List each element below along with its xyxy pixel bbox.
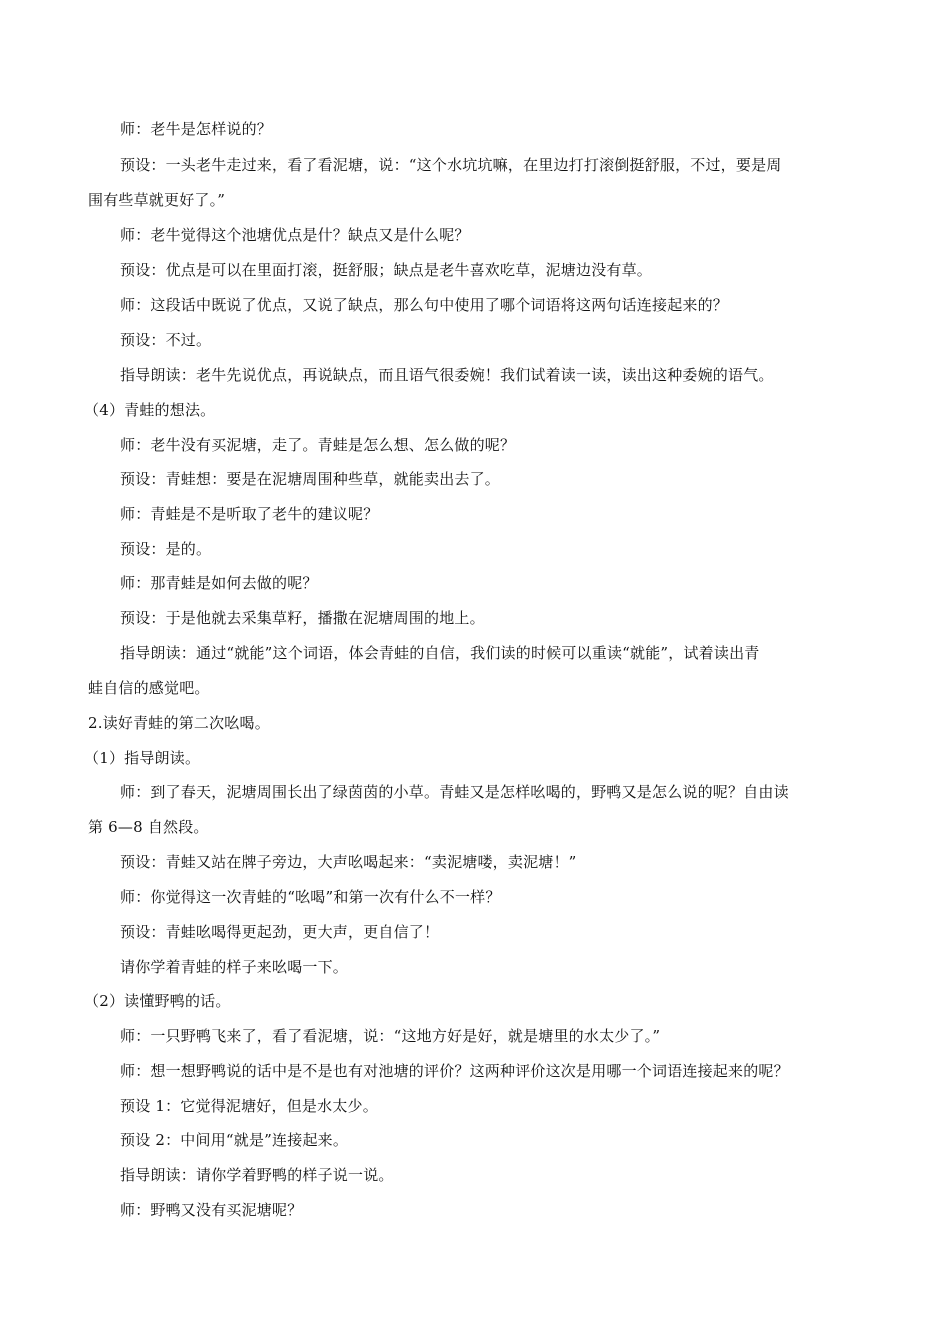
section-heading: （1）指导朗读。: [84, 749, 201, 767]
paragraph-line: 师：老牛是怎样说的？: [120, 120, 273, 138]
paragraph-line: 蛙自信的感觉吧。: [88, 679, 210, 697]
paragraph-line: 师：一只野鸭飞来了，看了看泥塘，说：“这地方好是好，就是塘里的水太少了。”: [120, 1027, 661, 1045]
paragraph-line: 预设：青蛙吆喝得更起劲，更大声，更自信了！: [120, 923, 440, 941]
paragraph-line: 师：青蛙是不是听取了老牛的建议呢？: [120, 505, 379, 523]
paragraph-line: 师：野鸭又没有买泥塘呢？: [120, 1201, 303, 1219]
paragraph-line: 请你学着青蛙的样子来吆喝一下。: [120, 958, 349, 976]
paragraph-line: 预设：青蛙想：要是在泥塘周围种些草，就能卖出去了。: [120, 470, 501, 488]
paragraph-line: 预设：优点是可以在里面打滚，挺舒服；缺点是老牛喜欢吃草，泥塘边没有草。: [120, 261, 653, 279]
paragraph-line: 预设 2：中间用“就是”连接起来。: [120, 1131, 349, 1149]
paragraph-line: 预设：于是他就去采集草籽，播撒在泥塘周围的地上。: [120, 609, 485, 627]
section-heading: （4）青蛙的想法。: [84, 401, 216, 419]
paragraph-line: 师：到了春天，泥塘周围长出了绿茵茵的小草。青蛙又是怎样吆喝的，野鸭又是怎么说的呢？自由读: [120, 783, 789, 801]
section-heading: 2.读好青蛙的第二次吆喝。: [88, 714, 270, 732]
paragraph-line: 师：老牛没有买泥塘，走了。青蛙是怎么想、怎么做的呢？: [120, 436, 516, 454]
paragraph-line: 第 6—8 自然段。: [88, 818, 209, 836]
paragraph-line: 师：那青蛙是如何去做的呢？: [120, 574, 318, 592]
paragraph-line: 预设：不过。: [120, 331, 212, 349]
paragraph-line: 师：你觉得这一次青蛙的“吆喝”和第一次有什么不一样？: [120, 888, 501, 906]
paragraph-line: 指导朗读：通过“就能”这个词语，体会青蛙的自信，我们读的时候可以重读“就能”，试着读出青: [120, 644, 760, 662]
paragraph-line: 师：想一想野鸭说的话中是不是也有对池塘的评价？这两种评价这次是用哪一个词语连接起来的呢？: [120, 1062, 789, 1080]
paragraph-line: 预设：是的。: [120, 540, 212, 558]
paragraph-line: 预设：一头老牛走过来，看了看泥塘，说：“这个水坑坑嘛，在里边打打滚倒挺舒服，不过，要是周: [120, 156, 782, 174]
section-heading: （2）读懂野鸭的话。: [84, 992, 231, 1010]
paragraph-line: 预设：青蛙又站在牌子旁边，大声吆喝起来：“卖泥塘喽，卖泥塘！”: [120, 853, 577, 871]
paragraph-line: 师：这段话中既说了优点，又说了缺点，那么句中使用了哪个词语将这两句话连接起来的？: [120, 296, 729, 314]
paragraph-line: 围有些草就更好了。”: [88, 191, 226, 209]
paragraph-line: 预设 1：它觉得泥塘好，但是水太少。: [120, 1097, 378, 1115]
paragraph-line: 师：老牛觉得这个池塘优点是什？缺点又是什么呢？: [120, 226, 470, 244]
paragraph-line: 指导朗读：请你学着野鸭的样子说一说。: [120, 1166, 394, 1184]
paragraph-line: 指导朗读：老牛先说优点，再说缺点，而且语气很委婉！我们试着读一读，读出这种委婉的语气。: [120, 366, 774, 384]
